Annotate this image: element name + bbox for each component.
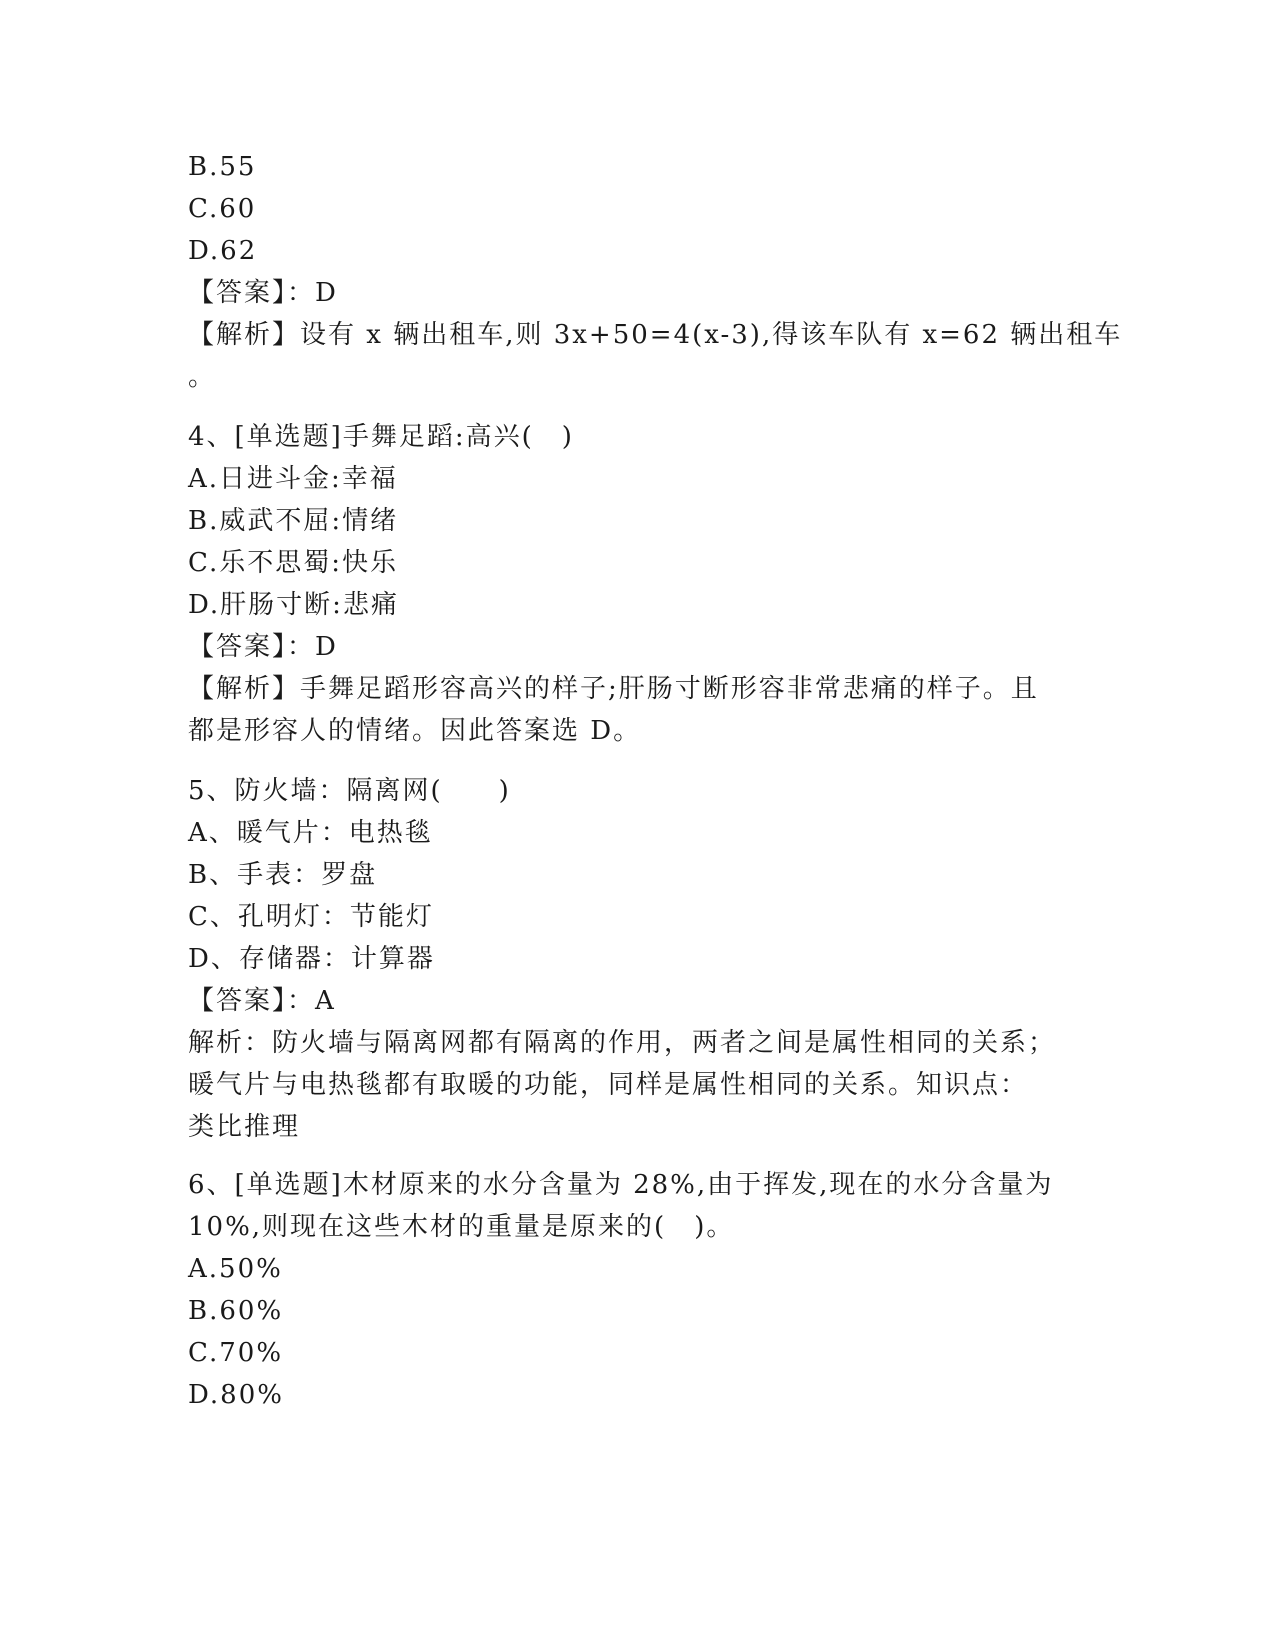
q5-option-c: C、孔明灯：节能灯	[188, 902, 434, 932]
q4-analysis-line1: 【解析】手舞足蹈形容高兴的样子;肝肠寸断形容非常悲痛的样子。且	[188, 674, 1039, 704]
q4-option-c: C.乐不思蜀:快乐	[188, 548, 398, 578]
q6-option-a: A.50%	[188, 1254, 283, 1284]
q5-option-b: B、手表：罗盘	[188, 860, 378, 890]
q3-analysis-line2: 。	[188, 362, 217, 392]
q6-option-b: B.60%	[188, 1296, 284, 1326]
q6-stem-line2: 10%,则现在这些木材的重量是原来的( )。	[188, 1212, 735, 1242]
q3-analysis-line1: 【解析】设有 x 辆出租车,则 3x+50=4(x-3),得该车队有 x=62 辆出租车	[188, 320, 1123, 350]
q5-analysis-line1: 解析：防火墙与隔离网都有隔离的作用，两者之间是属性相同的关系；	[188, 1028, 1057, 1058]
q4-option-a: A.日进斗金:幸福	[188, 464, 398, 494]
q3-option-b: B.55	[188, 152, 257, 182]
q4-stem: 4、[单选题]手舞足蹈:高兴( )	[188, 422, 574, 452]
q6-stem-line1: 6、[单选题]木材原来的水分含量为 28%,由于挥发,现在的水分含量为	[188, 1170, 1054, 1200]
q5-stem: 5、防火墙：隔离网( )	[188, 776, 511, 806]
q5-analysis-line3: 类比推理	[188, 1112, 301, 1142]
q3-option-c: C.60	[188, 194, 257, 224]
q6-option-d: D.80%	[188, 1380, 284, 1410]
q4-analysis-line2: 都是形容人的情绪。因此答案选 D。	[188, 716, 642, 746]
q3-answer: 【答案】：D	[188, 278, 338, 308]
q3-option-d: D.62	[188, 236, 258, 266]
q5-answer: 【答案】：A	[188, 986, 336, 1016]
q4-answer: 【答案】：D	[188, 632, 338, 662]
q5-analysis-line2: 暖气片与电热毯都有取暖的功能，同样是属性相同的关系。知识点：	[188, 1070, 1029, 1100]
q5-option-d: D、存储器：计算器	[188, 944, 435, 974]
q4-option-d: D.肝肠寸断:悲痛	[188, 590, 399, 620]
q5-option-a: A、暖气片：电热毯	[188, 818, 433, 848]
q6-option-c: C.70%	[188, 1338, 284, 1368]
q4-option-b: B.威武不屈:情绪	[188, 506, 399, 536]
